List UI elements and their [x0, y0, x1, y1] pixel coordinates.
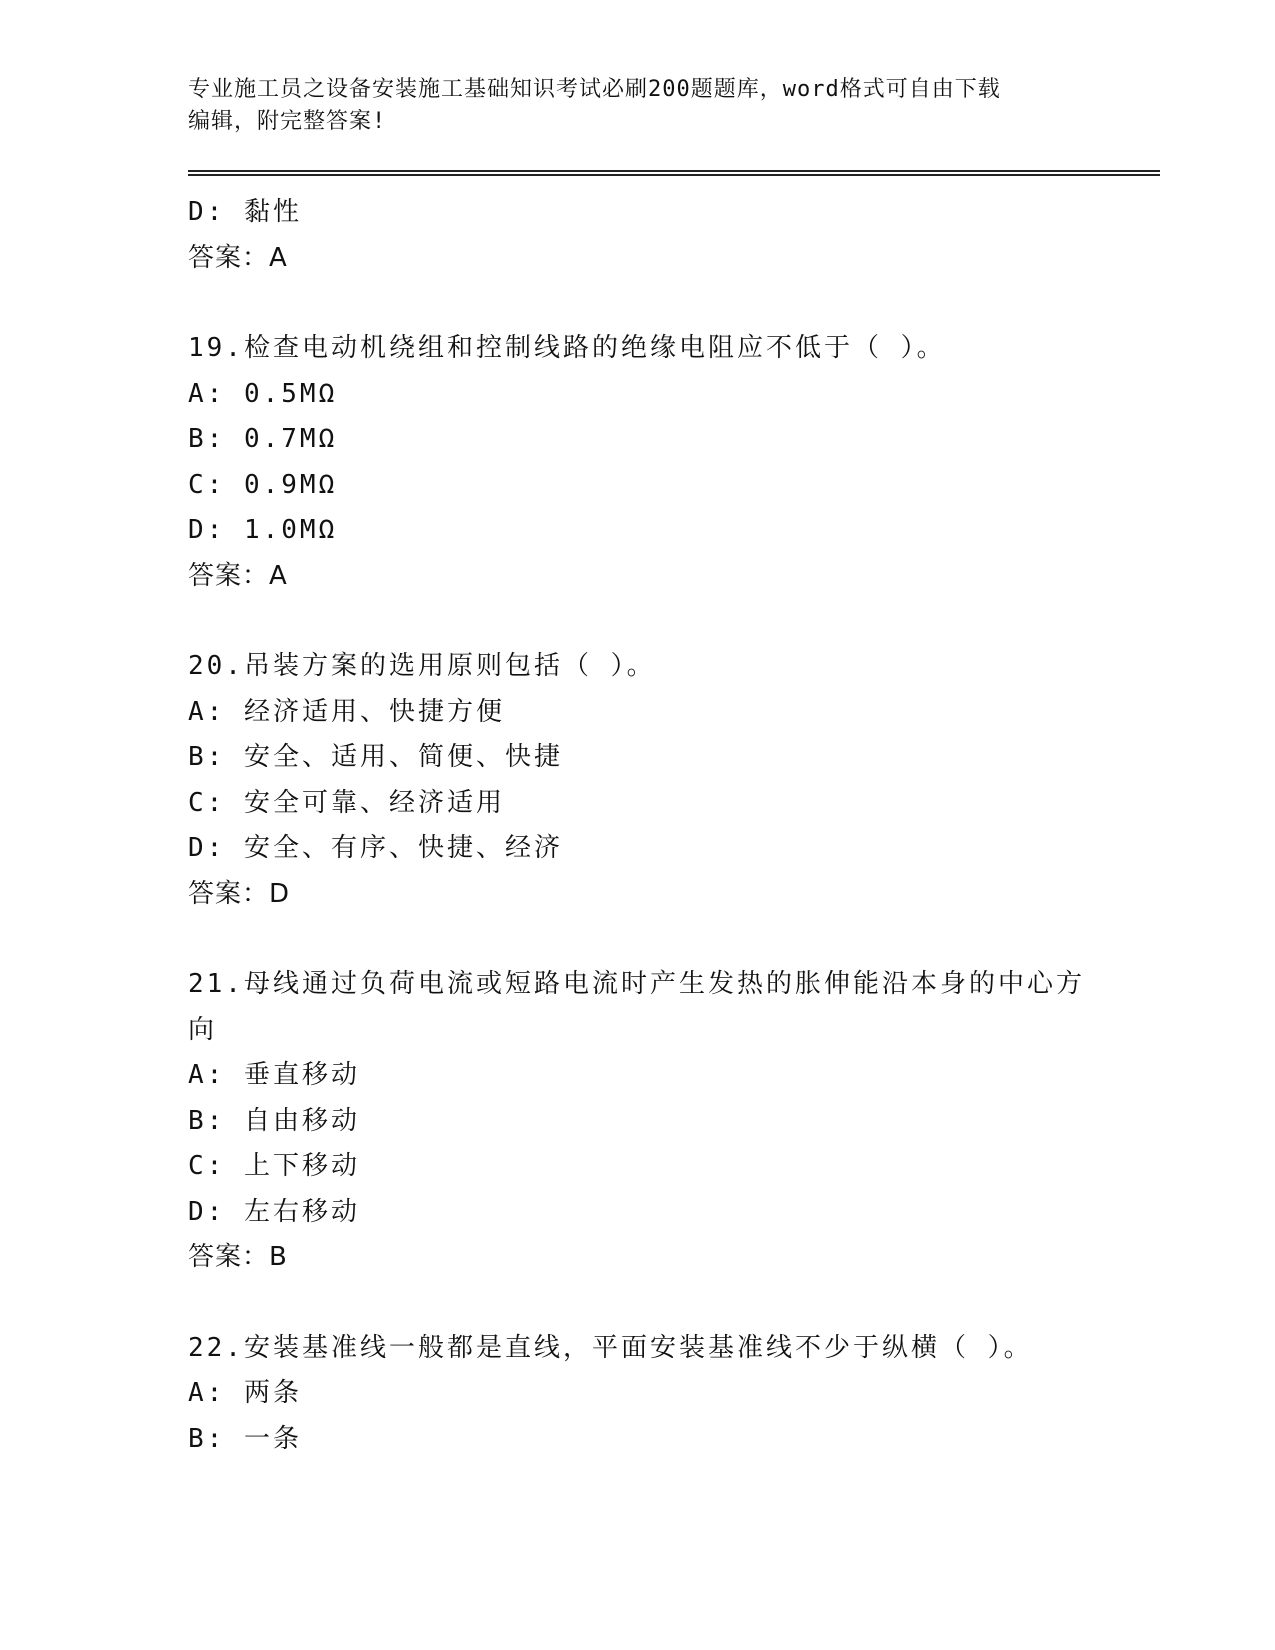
- question-stem: 19.检查电动机绕组和控制线路的绝缘电阻应不低于（ ）。: [188, 333, 946, 363]
- header-divider-bottom: [188, 174, 1160, 176]
- header-title-line-2: 编辑，附完整答案!: [188, 109, 387, 134]
- option-b: B: 一条: [188, 1423, 302, 1454]
- option-c: C: 0.9MΩ: [188, 469, 338, 500]
- header-title-line-1: 专业施工员之设备安装施工基础知识考试必刷200题题库，word格式可自由下载: [188, 77, 1001, 102]
- option-b: B: 安全、适用、简便、快捷: [188, 742, 563, 772]
- option-d: D: 黏性: [188, 197, 302, 227]
- answer: 答案：D: [188, 878, 291, 909]
- option-b: B: 自由移动: [188, 1105, 360, 1136]
- question-list: [188, 190, 1088, 1462]
- answer: 答案：A: [188, 560, 288, 591]
- question-19: [188, 326, 1088, 599]
- option-a: A: 0.5MΩ: [188, 378, 338, 409]
- question-stem: 21.母线通过负荷电流或短路电流时产生发热的胀伸能沿本身的中心方向: [188, 969, 1085, 1045]
- question-21: [188, 962, 1088, 1281]
- option-a: A: 经济适用、快捷方便: [188, 696, 505, 727]
- option-c: C: 上下移动: [188, 1151, 360, 1181]
- question-stem: 20.吊装方案的选用原则包括（ ）。: [188, 651, 656, 681]
- option-a: A: 垂直移动: [188, 1060, 360, 1090]
- answer: 答案：B: [188, 1242, 288, 1272]
- option-a: A: 两条: [188, 1378, 302, 1408]
- question-stem: 22.安装基准线一般都是直线，平面安装基准线不少于纵横（ ）。: [188, 1332, 1033, 1363]
- header-divider-top: [188, 170, 1160, 172]
- option-c: C: 安全可靠、经济适用: [188, 787, 505, 818]
- option-d: D: 安全、有序、快捷、经济: [188, 833, 563, 863]
- option-b: B: 0.7MΩ: [188, 424, 338, 454]
- question-20: [188, 644, 1088, 917]
- document-header: [188, 74, 1068, 138]
- answer: 答案：A: [188, 242, 288, 273]
- option-d: D: 左右移动: [188, 1196, 360, 1227]
- question-22: [188, 1326, 1088, 1463]
- option-d: D: 1.0MΩ: [188, 515, 338, 545]
- question-fragment: [188, 190, 1088, 281]
